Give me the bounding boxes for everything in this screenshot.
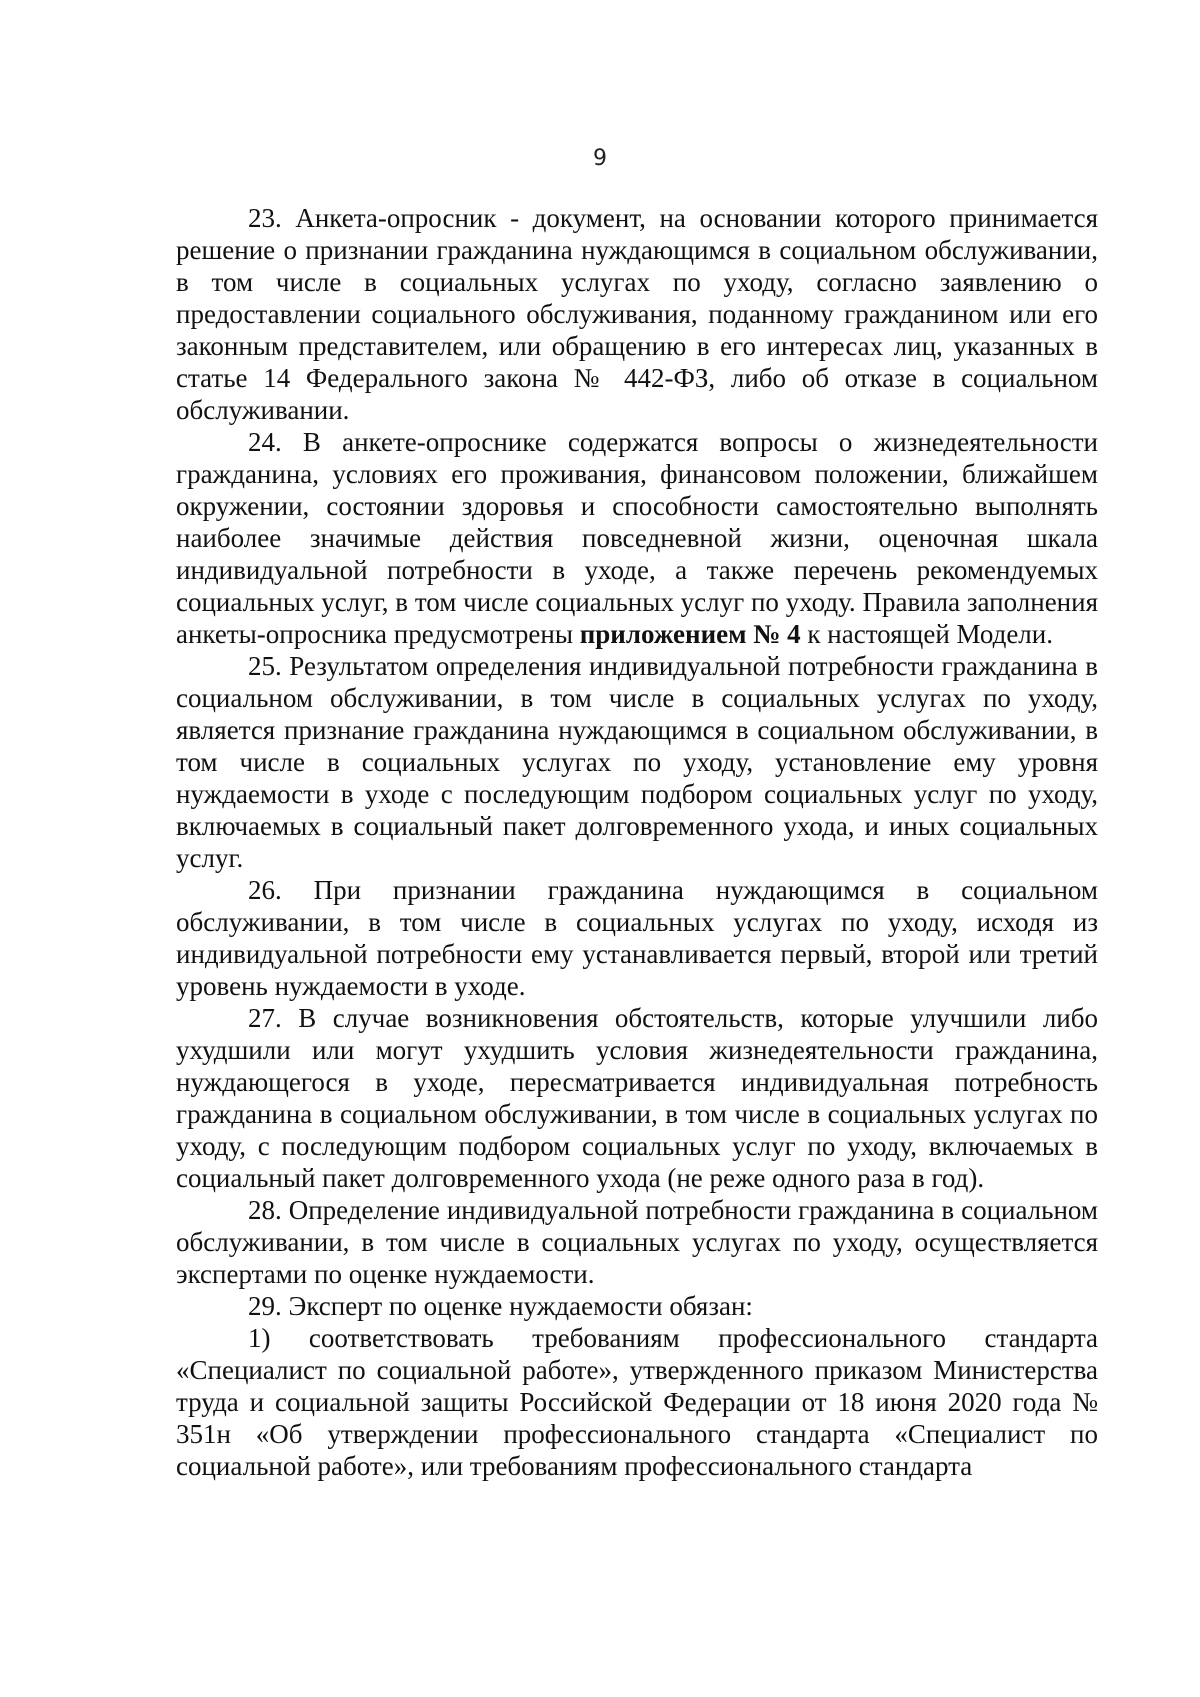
paragraph-24-text: 24. В анкете-опроснике содержатся вопросы о жизнедеятельности гражданина, условиях его проживания, финансовом положении, ближайшем окружении, состоянии здоровья и способности самостоятельно выполнять наиболее значимые действия повседневной жизни, оценочная шкала индивидуальной потребности в уходе, а также перечень рекомендуемых социальных услуг, в том числе социальных услуг по уходу. Правила заполнения анкеты-опросника предусмотрены	[176, 427, 1098, 649]
paragraph-29: 29. Эксперт по оценке нуждаемости обязан:	[248, 1291, 753, 1321]
paragraph-24-end: к настоящей Модели.	[800, 619, 1053, 649]
paragraph-26: 26. При признании гражданина нуждающимся в социальном обслуживании, в том числе в социальных услугах по уходу, исходя из индивидуальной потребности ему устанавливается первый, второй или третий уровень нуждаемости в уходе.	[176, 875, 1098, 1001]
paragraph-24	[176, 426, 1098, 650]
paragraph-29-item-1: 1) соответствовать требованиям профессионального стандарта «Специалист по социальной работе», утвержденного приказом Министерства труда и социальной защиты Российской Федерации от 18 июня 2020 года № 351н «Об утверждении профессионального стандарта «Специалист по социальной работе», или требованиям профессионального стандарта	[176, 1323, 1098, 1481]
paragraph-25: 25. Результатом определения индивидуальной потребности гражданина в социальном обслуживании, в том числе в социальных услугах по уходу, является признание гражданина нуждающимся в социальном обслуживании, в том числе в социальных услугах по уходу, установление ему уровня нуждаемости в уходе с последующим подбором социальных услуг по уходу, включаемых в социальный пакет долговременного ухода, и иных социальных услуг.	[176, 651, 1098, 873]
paragraph-23: 23. Анкета-опросник - документ, на основании которого принимается решение о признании гражданина нуждающимся в социальном обслуживании, в том числе в социальных услугах по уходу, согласно заявлению о предоставлении социального обслуживания, поданному гражданином или его законным представителем, или обращению в его интересах лиц, указанных в статье 14 Федерального закона № 442-ФЗ, либо об отказе в социальном обслуживании.	[176, 203, 1098, 425]
document-body	[176, 202, 1098, 1482]
paragraph-28: 28. Определение индивидуальной потребности гражданина в социальном обслуживании, в том числе в социальных услугах по уходу, осуществляется экспертами по оценке нуждаемости.	[176, 1195, 1098, 1289]
page-number: 9	[593, 146, 607, 171]
appendix-reference: приложением № 4	[579, 619, 801, 649]
paragraph-27: 27. В случае возникновения обстоятельств, которые улучшили либо ухудшили или могут ухудшить условия жизнедеятельности гражданина, нуждающегося в уходе, пересматривается индивидуальная потребность гражданина в социальном обслуживании, в том числе в социальных услугах по уходу, с последующим подбором социальных услуг по уходу, включаемых в социальный пакет долговременного ухода (не реже одного раза в год).	[176, 1003, 1098, 1193]
